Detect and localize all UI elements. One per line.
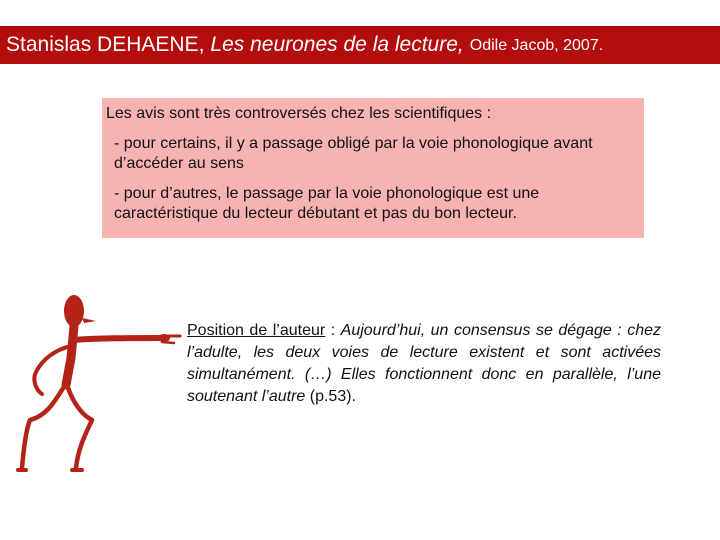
position-label: Position de l’auteur xyxy=(187,322,326,339)
pointing-figure-icon xyxy=(14,288,194,478)
title-publisher: Odile Jacob, 2007. xyxy=(469,37,604,54)
title-book: Les neurones de la lecture, xyxy=(210,33,464,56)
title-author: Stanislas DEHAENE, xyxy=(6,33,205,56)
position-reference: (p.53). xyxy=(305,388,356,405)
position-quote: Aujourd’hui, un consensus se dégage : chez l’adulte, les deux voies de lecture existent et sont activées simultanément. (…) Elles fonctionnent donc en parallèle, l’une soutenant l’autre xyxy=(187,322,661,405)
author-position xyxy=(187,320,661,408)
quote-intro: Les avis sont très controversés chez les scientifiques : xyxy=(106,105,492,122)
quote-point-1: - pour certains, il y a passage obligé par la voie phonologique avant d’accéder au sens xyxy=(114,135,593,172)
title-bar xyxy=(0,26,720,64)
position-separator: : xyxy=(325,322,341,339)
quote-point-2: - pour d’autres, le passage par la voie phonologique est une caractéristique du lecteur débutant et pas du bon lecteur. xyxy=(114,185,540,222)
quote-box xyxy=(102,98,644,238)
